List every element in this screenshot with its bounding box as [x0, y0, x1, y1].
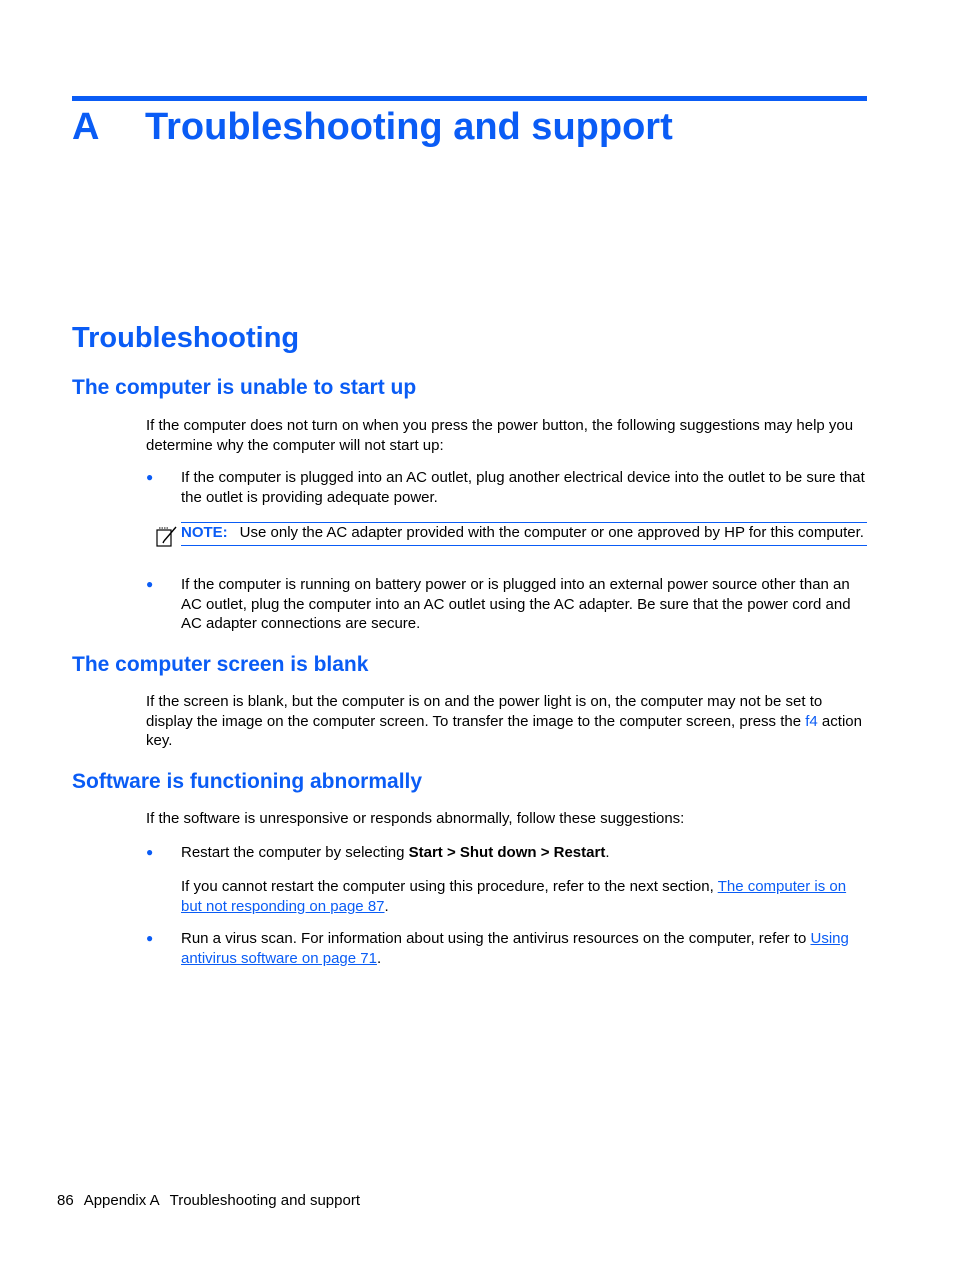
section-title: Troubleshooting: [72, 322, 300, 354]
note-box: [181, 522, 867, 546]
chapter-letter: A: [72, 106, 100, 148]
link-antivirus[interactable]: Using antivirus software on page 71: [181, 930, 849, 967]
fallback-text-before: If you cannot restart the computer using this procedure, refer to the next section,: [181, 878, 718, 895]
note-label: NOTE:: [181, 524, 228, 541]
footer-title: Troubleshooting and support: [169, 1192, 361, 1209]
list-item: [146, 468, 871, 507]
list-item-text: [181, 843, 871, 863]
blank-screen-text: [146, 692, 871, 751]
footer-appendix: Appendix A: [83, 1192, 160, 1209]
note-pencil-icon: [155, 524, 179, 548]
chapter-rule: [72, 96, 867, 101]
restart-period: .: [605, 844, 610, 861]
heading-software: Software is functioning abnormally: [72, 770, 423, 793]
virus-scan-period: .: [376, 949, 382, 967]
list-item-text: If the computer is plugged into an AC outlet, plug another electrical device into the outlet to be sure that the outlet is providing adequate power.: [181, 469, 865, 506]
chapter-title: [72, 106, 673, 149]
list-item-text: [181, 929, 871, 968]
restart-text: Restart the computer by selecting: [181, 844, 409, 861]
heading-start-up: The computer is unable to start up: [72, 376, 417, 399]
virus-scan-text: Run a virus scan. For information about using the antivirus resources on the computer, refer to: [181, 930, 811, 947]
heading-blank-screen: The computer screen is blank: [72, 653, 369, 676]
blank-screen-text-after: action key.: [146, 712, 862, 750]
chapter-title-text: Troubleshooting and support: [145, 106, 673, 148]
page-number: 86: [57, 1192, 74, 1209]
bullet-dot-icon: ●: [146, 577, 154, 591]
restart-path: Start > Shut down > Restart: [408, 844, 606, 861]
fallback-period: .: [384, 897, 389, 915]
page-footer: [57, 1192, 370, 1209]
restart-fallback-text: [181, 877, 871, 916]
f4-key-label: f4: [805, 712, 818, 730]
bullet-dot-icon: ●: [146, 845, 154, 859]
blank-screen-text-before: If the screen is blank, but the computer is on and the power light is on, the computer may not be set to display the image on the computer screen. To transfer the image to the computer screen, press the: [146, 693, 823, 730]
list-item: [146, 575, 871, 634]
software-intro: If the software is unresponsive or responds abnormally, follow these suggestions:: [146, 810, 685, 827]
list-item: [146, 843, 871, 863]
note-text: Use only the AC adapter provided with the computer or one approved by HP for this computer.: [239, 524, 864, 541]
bullet-dot-icon: ●: [146, 931, 154, 945]
bullet-dot-icon: ●: [146, 470, 154, 484]
link-not-responding[interactable]: The computer is on but not responding on page 87: [181, 878, 847, 915]
start-up-intro: If the computer does not turn on when you press the power button, the following suggestions may help you determine why the computer will not start up:: [146, 417, 854, 454]
list-item: [146, 929, 871, 968]
list-item-text: If the computer is running on battery power or is plugged into an external power source other than an AC outlet, plug the computer into an AC outlet using the AC adapter. Be sure that the power cord and AC adapter connections are secure.: [181, 576, 851, 633]
